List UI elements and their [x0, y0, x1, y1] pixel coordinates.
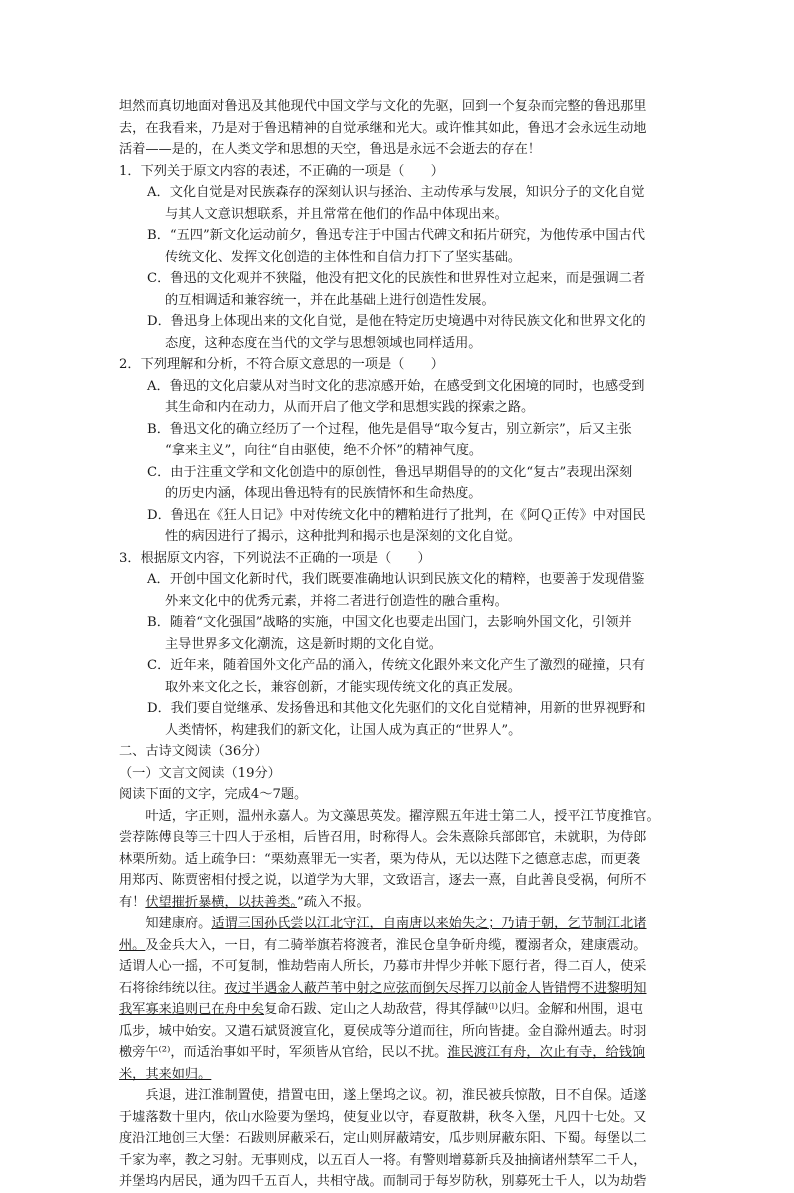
subsection-heading: （一）文言文阅读（19分）	[119, 765, 281, 781]
text-line: 瓜步，城中始安。又遣石斌贤渡宣化，夏侯成等分道而往，所向皆捷。金自滁州遁去。时羽	[119, 1023, 647, 1039]
option-a-cont: 与其人文意识想联系，并且常常在他们的作品中体现出来。	[165, 206, 508, 222]
text-line: 度沿江地创三大堡：石跋则屏蔽采石，定山则屏蔽靖安，瓜步则屏蔽东阳、下蜀。每堡以二	[119, 1131, 647, 1146]
option-d-cont: 人类情怀，构建我们的新文化，让国人成为真正的“世界人”。	[165, 722, 522, 738]
intro-paragraph	[119, 96, 675, 161]
question-stem: 2．下列理解和分析，不符合原文意思的一项是（ ）	[119, 357, 444, 372]
underlined-segment: 米，其来如归。	[119, 1066, 212, 1082]
text-segment: 及金兵大入，一日，有二骑举旗若将渡者，淮民仓皇争斫舟缆，覆溺者众，建康震动。	[145, 937, 647, 953]
text-segment: ”疏入不报。	[297, 894, 370, 910]
text-line	[119, 1042, 675, 1064]
option-a: A．文化自觉是对民族森存的深刻认识与拯治、主动传承与发展，知识分子的文化自觉	[147, 185, 645, 200]
text-segment: 檄旁午⁽²⁾，而适治事如平时，军须皆从官给，民以不扰。	[119, 1045, 448, 1060]
text-segment: 有！	[119, 894, 146, 910]
text-line: 于墟落数十里内，依山水险要为堡坞，使复业以守，春夏散耕，秋冬入堡，凡四十七处。又	[119, 1109, 647, 1125]
underlined-segment: 夜过半遇金人蔽芦苇中射之应弦而倒矢尽挥刀以前金人皆错愕不进黎明知	[224, 980, 647, 996]
classical-passage	[119, 806, 675, 1193]
text-line	[119, 1064, 675, 1086]
option-b-cont: 传统文化、发挥文化创造的主体性和自信力打下了坚实基础。	[165, 249, 522, 265]
text-line: 坦然而真切地面对鲁迅及其他现代中国文学与文化的先驱，回到一个复杂而完整的鲁迅那里	[119, 99, 647, 114]
text-line: 适谓人心一摇，不可复制，惟劫砦南人所长，乃募市井悍少并帐下愿行者，得二百人，使采	[119, 959, 647, 974]
text-line: 千家为率，教之习射。无事则戍，以五百人一将。有警则增募新兵及抽摘诸州禁军二千人，	[119, 1152, 647, 1168]
option-d: D．鲁迅身上体现出来的文化自觉，是他在特定历史境遇中对待民族文化和世界文化的	[147, 314, 646, 329]
underlined-segment: 适谓三国孙氏尝以江北守江，自南唐以来始失之；乃请于朝，乞节制江北诸	[211, 916, 647, 931]
text-segment: 知建康府。	[119, 916, 212, 931]
option-a-cont: 其生命和内在动力，从而开启了他文学和思想实践的探索之路。	[165, 400, 535, 415]
underlined-segment: 州。	[119, 937, 146, 953]
option-b: B．随着“文化强国”战略的实施，中国文化也要走出国门，去影响外国文化，引领并	[147, 615, 632, 630]
text-line: 林栗所劾。适上疏争曰：“栗劾熹罪无一实者，栗为侍从，无以达陛下之德意志虑，而更袭	[119, 851, 641, 867]
text-line	[119, 913, 675, 935]
document-page	[119, 96, 675, 1193]
underlined-segment: 淮民渡江有舟，次止有寺，给钱饷	[447, 1045, 646, 1060]
text-line: 兵退，进江淮制置使，措置屯田，遂上堡坞之议。初，淮民被兵惊散，日不自保。适遂	[119, 1088, 647, 1103]
underlined-segment: 伏望摧折暴横，以扶善类。	[145, 894, 298, 910]
option-a: A．开创中国文化新时代，我们既要准确地认识到民族文化的精粹，也要善于发现借鉴	[147, 572, 645, 587]
text-segment: 复命石跋、定山之人劫敌营，得其俘馘⁽ˡ⁾以归。金解和州围，退屯	[264, 1002, 643, 1017]
option-b-cont: “拿来主义”，向往“自由驱使，绝不介怀”的精神气度。	[165, 443, 483, 458]
text-line	[119, 935, 675, 957]
text-line: 用郑丙、陈贾密相付授之说，以道学为大罪，文致语言，逐去一熹，自此善良受祸，何所不	[119, 873, 647, 888]
text-line: 叶适，字正则，温州永嘉人。为文藻思英发。擢淳熙五年进士第二人，授平江节度推官。	[119, 808, 660, 824]
option-c-cont: 的互相调适和兼容统一，并在此基础上进行创造性发展。	[165, 292, 495, 308]
option-b-cont: 主导世界多文化潮流，这是新时期的文化自觉。	[165, 636, 442, 652]
text-line: 活着——是的，在人类文学和思想的天空，鲁迅是永远不会逝去的存在！	[119, 142, 541, 157]
text-line: 尝荐陈傅良等三十四人于丞相，后皆召用，时称得人。会朱熹除兵部郎官，未就职，为侍郎	[119, 830, 647, 845]
question-stem: 3．根据原文内容，下列说法不正确的一项是（ ）	[119, 550, 431, 566]
question-2	[119, 354, 675, 548]
option-d-cont: 态度，这种态度在当代的文学与思想领域也同样适用。	[165, 335, 482, 351]
option-c-cont: 取外来文化之长，兼容创新，才能实现传统文化的真正发展。	[165, 679, 522, 695]
underlined-segment: 我军寡来追则已在舟中矣	[119, 1002, 265, 1017]
option-c-cont: 的历史内涵，体现出鲁迅特有的民族情怀和生命热度。	[165, 486, 482, 501]
question-3	[119, 548, 675, 742]
question-1	[119, 161, 675, 355]
section-heading: 二、古诗文阅读（36分）	[119, 744, 268, 759]
option-a-cont: 外来文化中的优秀元素，并将二者进行创造性的融合重构。	[165, 593, 508, 609]
option-a: A．鲁迅的文化启蒙从对当时文化的悲凉感开始，在感受到文化困境的同时，也感受到	[147, 378, 645, 394]
text-line	[119, 999, 675, 1021]
text-segment: 石将徐纬统以往。	[119, 980, 225, 996]
option-c: C．近年来，随着国外文化产品的涌入，传统文化跟外来文化产生了激烈的碰撞，只有	[147, 658, 646, 673]
text-line: 并堡坞内居民，通为四千五百人，共相守战。而制司于每岁防秋，别募死士千人，以为劫砦	[119, 1174, 647, 1189]
question-stem: 1．下列关于原文内容的表述，不正确的一项是（ ）	[119, 163, 444, 179]
option-c: C．由于注重文学和文化创造中的原创性，鲁迅早期倡导的的文化“复古”表现出深刻	[147, 464, 633, 480]
option-b: B．“五四”新文化运动前夕，鲁迅专注于中国古代碑文和拓片研究，为他传承中国古代	[147, 228, 645, 243]
instruction-text: 阅读下面的文字，完成4～7题。	[119, 787, 308, 802]
option-c: C．鲁迅的文化观并不狭隘，他没有把文化的民族性和世界性对立起来，而是强调二者	[147, 271, 646, 286]
option-d: D．我们要自觉继承、发扬鲁迅和其他文化先驱们的文化自觉精神，用新的世界视野和	[147, 701, 646, 716]
text-line	[119, 892, 675, 914]
option-b: B．鲁迅文化的确立经历了一个过程，他先是倡导“取今复古，别立新宗”，后又主张	[147, 421, 632, 437]
option-d-cont: 性的病因进行了揭示，这种批判和揭示也是深刻的文化自觉。	[165, 529, 522, 544]
option-d: D．鲁迅在《狂人日记》中对传统文化中的糟粕进行了批判，在《阿Ｑ正传》中对国民	[147, 507, 646, 523]
text-line: 去，在我看来，乃是对于鲁迅精神的自觉承继和光大。或许惟其如此，鲁迅才会永远生动地	[119, 120, 647, 136]
text-line	[119, 978, 675, 1000]
